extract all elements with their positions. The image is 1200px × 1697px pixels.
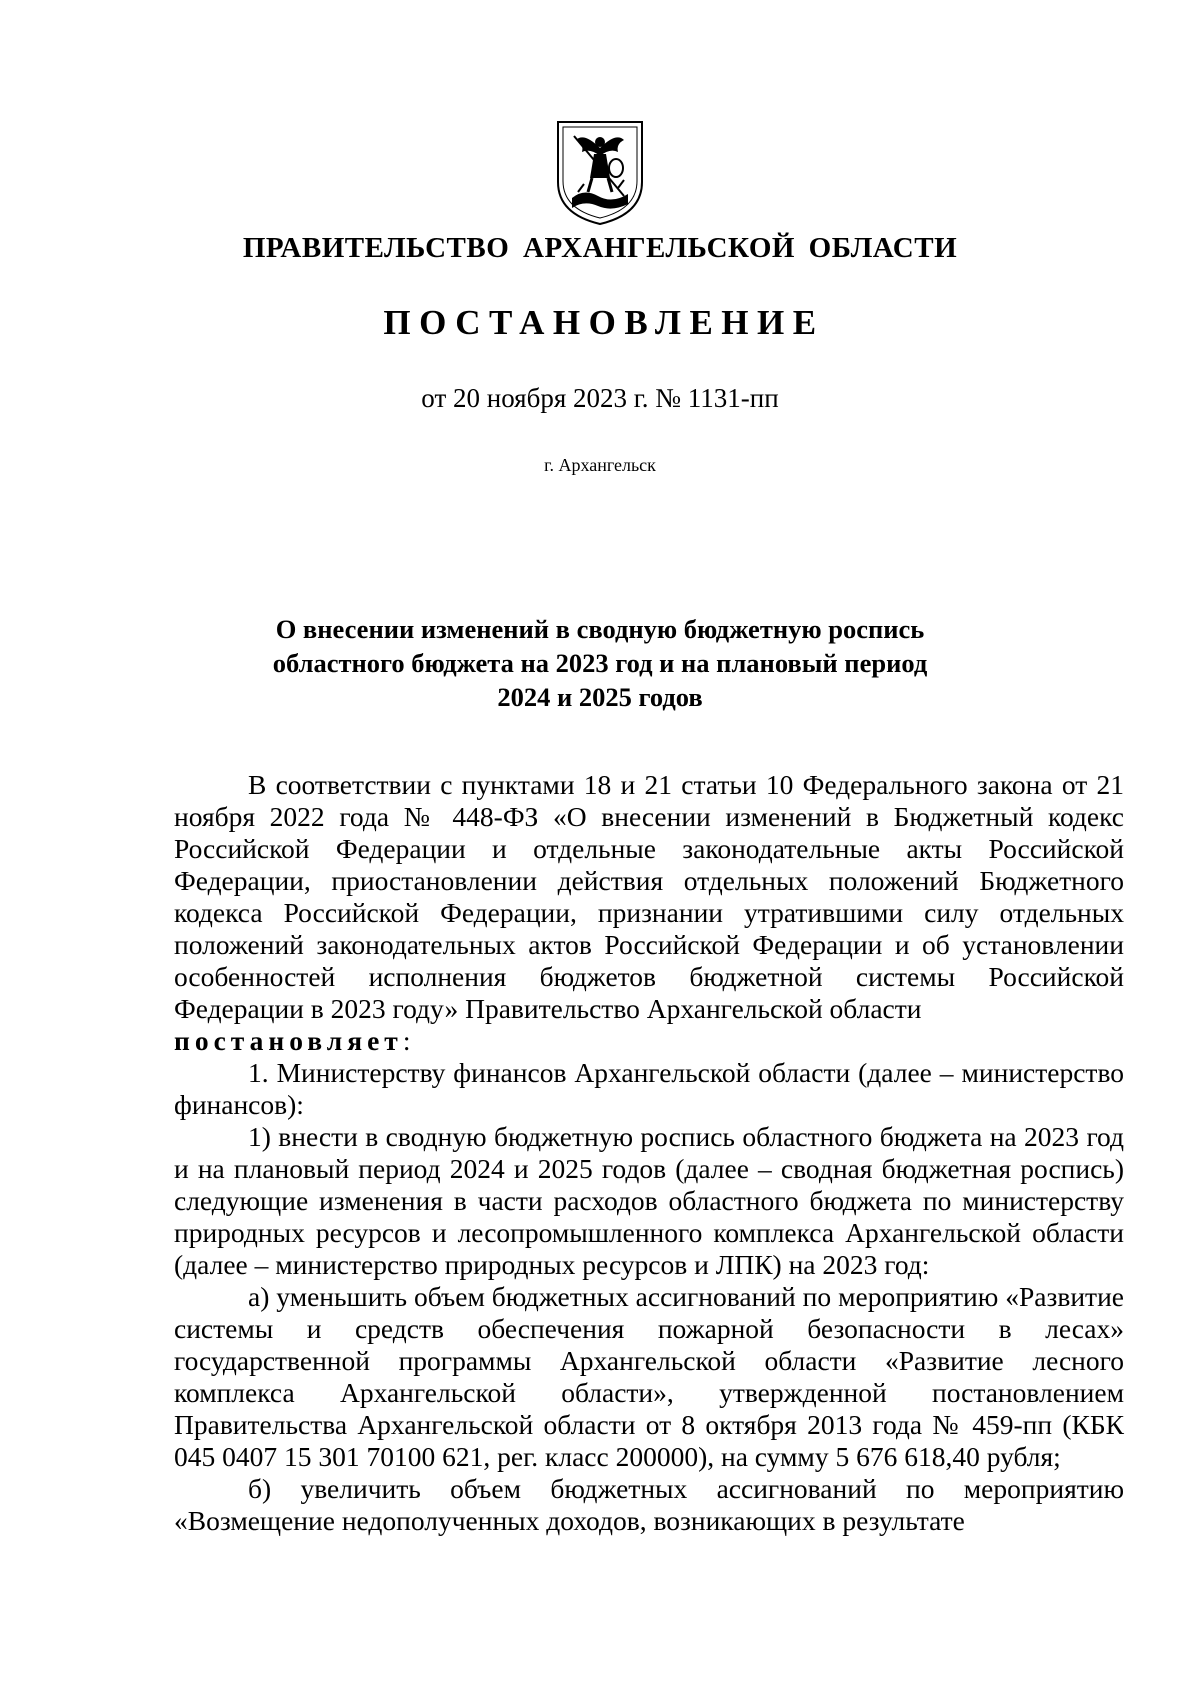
item-1-paragraph: 1. Министерству финансов Архангельской области (далее – министерство финансов): bbox=[174, 1057, 1124, 1120]
document-body bbox=[174, 769, 1124, 1537]
document-type: ПОСТАНОВЛЕНИЕ bbox=[383, 303, 825, 342]
document-date-number: от 20 ноября 2023 г. № 1131-пп bbox=[421, 383, 779, 413]
coat-of-arms-icon bbox=[554, 118, 646, 226]
subject-line-3: 2024 и 2025 годов bbox=[497, 682, 703, 712]
resolution-paragraph bbox=[174, 1025, 1124, 1057]
preamble-text: В соответствии с пунктами 18 и 21 статьи 10 Федерального закона от 21 ноября 2022 года № 448-ФЗ «О внесении изменений в Бюджетный кодекс Российской Федерации и отдельные законодательные акты Российской Федерации, приостановлении действия отдельных положений Бюджетного кодекса Российской Федерации, признании утратившими силу отдельных положений законодательных актов Российской Федерации и об установлении особенностей исполнения бюджетов бюджетной системы Российской Федерации в 2023 году» Правительство Архангельской области bbox=[174, 769, 1124, 1024]
item-1-1-paragraph: 1) внести в сводную бюджетную роспись областного бюджета на 2023 год и на плановый период 2024 и 2025 годов (далее – сводная бюджетная роспись) следующие изменения в части расходов областного бюджета по министерству природных ресурсов и лесопромышленного комплекса Архангельской области (далее – министерство природных ресурсов и ЛПК) на 2023 год: bbox=[174, 1121, 1124, 1280]
item-a-paragraph: а) уменьшить объем бюджетных ассигнований по мероприятию «Развитие системы и средств обеспечения пожарной безопасности в лесах» государственной программы Архангельской области «Развитие лесного комплекса Архангельской области», утвержденной постановлением Правительства Архангельской области от 8 октября 2013 года № 459-пп (КБК 045 0407 15 301 70100 621, рег. класс 200000), на сумму 5 676 618,40 рубля; bbox=[174, 1281, 1124, 1472]
item-b-paragraph: б) увеличить объем бюджетных ассигнований по мероприятию «Возмещение недополученных доходов, возникающих в результате bbox=[174, 1473, 1124, 1536]
document-subject bbox=[200, 612, 1000, 714]
resolves-word: постановляет bbox=[174, 1025, 403, 1056]
resolves-colon: : bbox=[402, 1025, 411, 1056]
document-city: г. Архангельск bbox=[544, 455, 656, 475]
government-title: ПРАВИТЕЛЬСТВО АРХАНГЕЛЬСКОЙ ОБЛАСТИ bbox=[242, 232, 958, 264]
subject-line-1: О внесении изменений в сводную бюджетную роспись bbox=[275, 614, 925, 644]
subject-line-2: областного бюджета на 2023 год и на плановый период bbox=[272, 648, 928, 678]
preamble-paragraph bbox=[174, 769, 1124, 1025]
